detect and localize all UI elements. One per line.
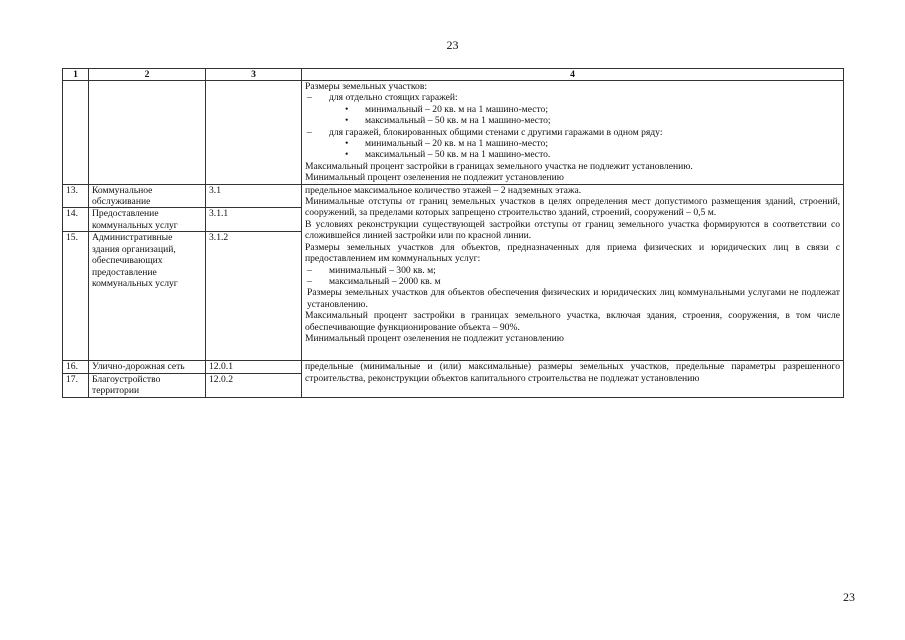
bullet-marker: • xyxy=(345,149,349,161)
table-header-row xyxy=(63,69,844,81)
dash-marker: – xyxy=(307,92,312,104)
list-item-text: максимальный – 50 кв. м на 1 машино-место. xyxy=(365,149,551,161)
list-item-text: максимальный – 2000 кв. м xyxy=(329,275,441,287)
dash-marker: – xyxy=(307,264,312,276)
column-header: 3 xyxy=(206,69,302,81)
cell-text: Размеры земельных участков для объектов, предназначенных для приема физических и юридических лиц в связи с предоставлением им коммунальных услуг: xyxy=(305,241,840,265)
column-header: 4 xyxy=(302,69,844,81)
column-header: 1 xyxy=(63,69,89,81)
dash-marker: – xyxy=(307,126,312,138)
land-use-name: Административные здания организаций, обеспечивающих предоставление коммунальных услуг xyxy=(89,232,206,361)
list-item xyxy=(305,115,840,126)
list-item xyxy=(305,104,840,115)
cell-text: Максимальный процент застройки в границах земельного участка не подлежит установлению. xyxy=(305,160,693,172)
bullet-marker: • xyxy=(345,138,349,150)
bullet-marker: • xyxy=(345,103,349,115)
land-use-code: 3.1 xyxy=(206,184,302,208)
row-number: 17. xyxy=(63,373,89,397)
list-item xyxy=(305,127,840,138)
cell-text: В условиях реконструкции существующей застройки отступы от границ земельного участка формируются в соответствии со сложившейся линией застройки или по красной линии. xyxy=(305,218,840,242)
list-item-text: минимальный – 20 кв. м на 1 машино-место; xyxy=(365,138,548,150)
row-number: 15. xyxy=(63,232,89,361)
list-item-text: минимальный – 20 кв. м на 1 машино-место; xyxy=(365,103,548,115)
zoning-table xyxy=(62,68,844,398)
list-item xyxy=(305,265,840,276)
page-number-bottom: 23 xyxy=(843,590,855,604)
row-number: 14. xyxy=(63,208,89,232)
table-row xyxy=(63,184,844,208)
land-use-code: 3.1.1 xyxy=(206,208,302,232)
communal-parameters-cell xyxy=(302,184,844,361)
list-item xyxy=(305,149,840,160)
cell-text: Минимальный процент озеленения не подлежит установлению xyxy=(305,172,564,184)
land-use-code: 3.1.2 xyxy=(206,232,302,361)
bullet-marker: • xyxy=(345,115,349,127)
table-cell xyxy=(89,81,206,185)
table-row xyxy=(63,81,844,185)
list-item xyxy=(305,92,840,103)
list-item xyxy=(305,138,840,149)
table-cell xyxy=(63,81,89,185)
land-use-name: Благоустройство территории xyxy=(89,373,206,397)
dash-marker: – xyxy=(307,275,312,287)
garage-parameters-cell xyxy=(302,81,844,185)
land-use-name: Коммунальное обслуживание xyxy=(89,184,206,208)
list-item-text: для отдельно стоящих гаражей: xyxy=(329,92,458,104)
row-number: 13. xyxy=(63,184,89,208)
page-number-top: 23 xyxy=(446,38,459,52)
road-parameters-cell: предельные (минимальные и (или) максимальные) размеры земельных участков, предельные параметры разрешенного строительства, реконструкции объектов капитального строительства не подлежат установлению xyxy=(302,361,844,397)
row-number: 16. xyxy=(63,361,89,373)
list-item xyxy=(305,276,840,287)
cell-text: Максимальный процент застройки в границах земельного участка, включая здания, строения, сооружения, в том числе обеспечивающие функционирование объекта – 90%. xyxy=(305,310,840,333)
column-header: 2 xyxy=(89,69,206,81)
land-use-name: Предоставление коммунальных услуг xyxy=(89,208,206,232)
table-row xyxy=(63,361,844,373)
cell-text: Минимальный процент озеленения не подлежит установлению xyxy=(305,332,564,344)
list-item-text: минимальный – 300 кв. м; xyxy=(329,264,436,276)
cell-text: Размеры земельных участков: xyxy=(305,81,428,92)
land-use-name: Улично-дорожная сеть xyxy=(89,361,206,373)
land-use-code: 12.0.2 xyxy=(206,373,302,397)
table-cell xyxy=(206,81,302,185)
list-item-text: для гаражей, блокированных общими стенами с другими гаражами в одном ряду: xyxy=(329,126,663,138)
list-item-text: максимальный – 50 кв. м на 1 машино-место; xyxy=(365,115,551,127)
cell-text: Минимальные отступы от границ земельных участков в целях определения мест допустимого размещения зданий, строений, сооружений, за пределами которых запрещено строительство зданий, строений, сооружений – 0,5 м. xyxy=(305,196,840,219)
land-use-code: 12.0.1 xyxy=(206,361,302,373)
cell-text: Размеры земельных участков для объектов обеспечения физических и юридических лиц коммунальными услугами не подлежат установлению. xyxy=(307,287,840,310)
cell-text: предельное максимальное количество этажей – 2 надземных этажа. xyxy=(305,184,582,196)
